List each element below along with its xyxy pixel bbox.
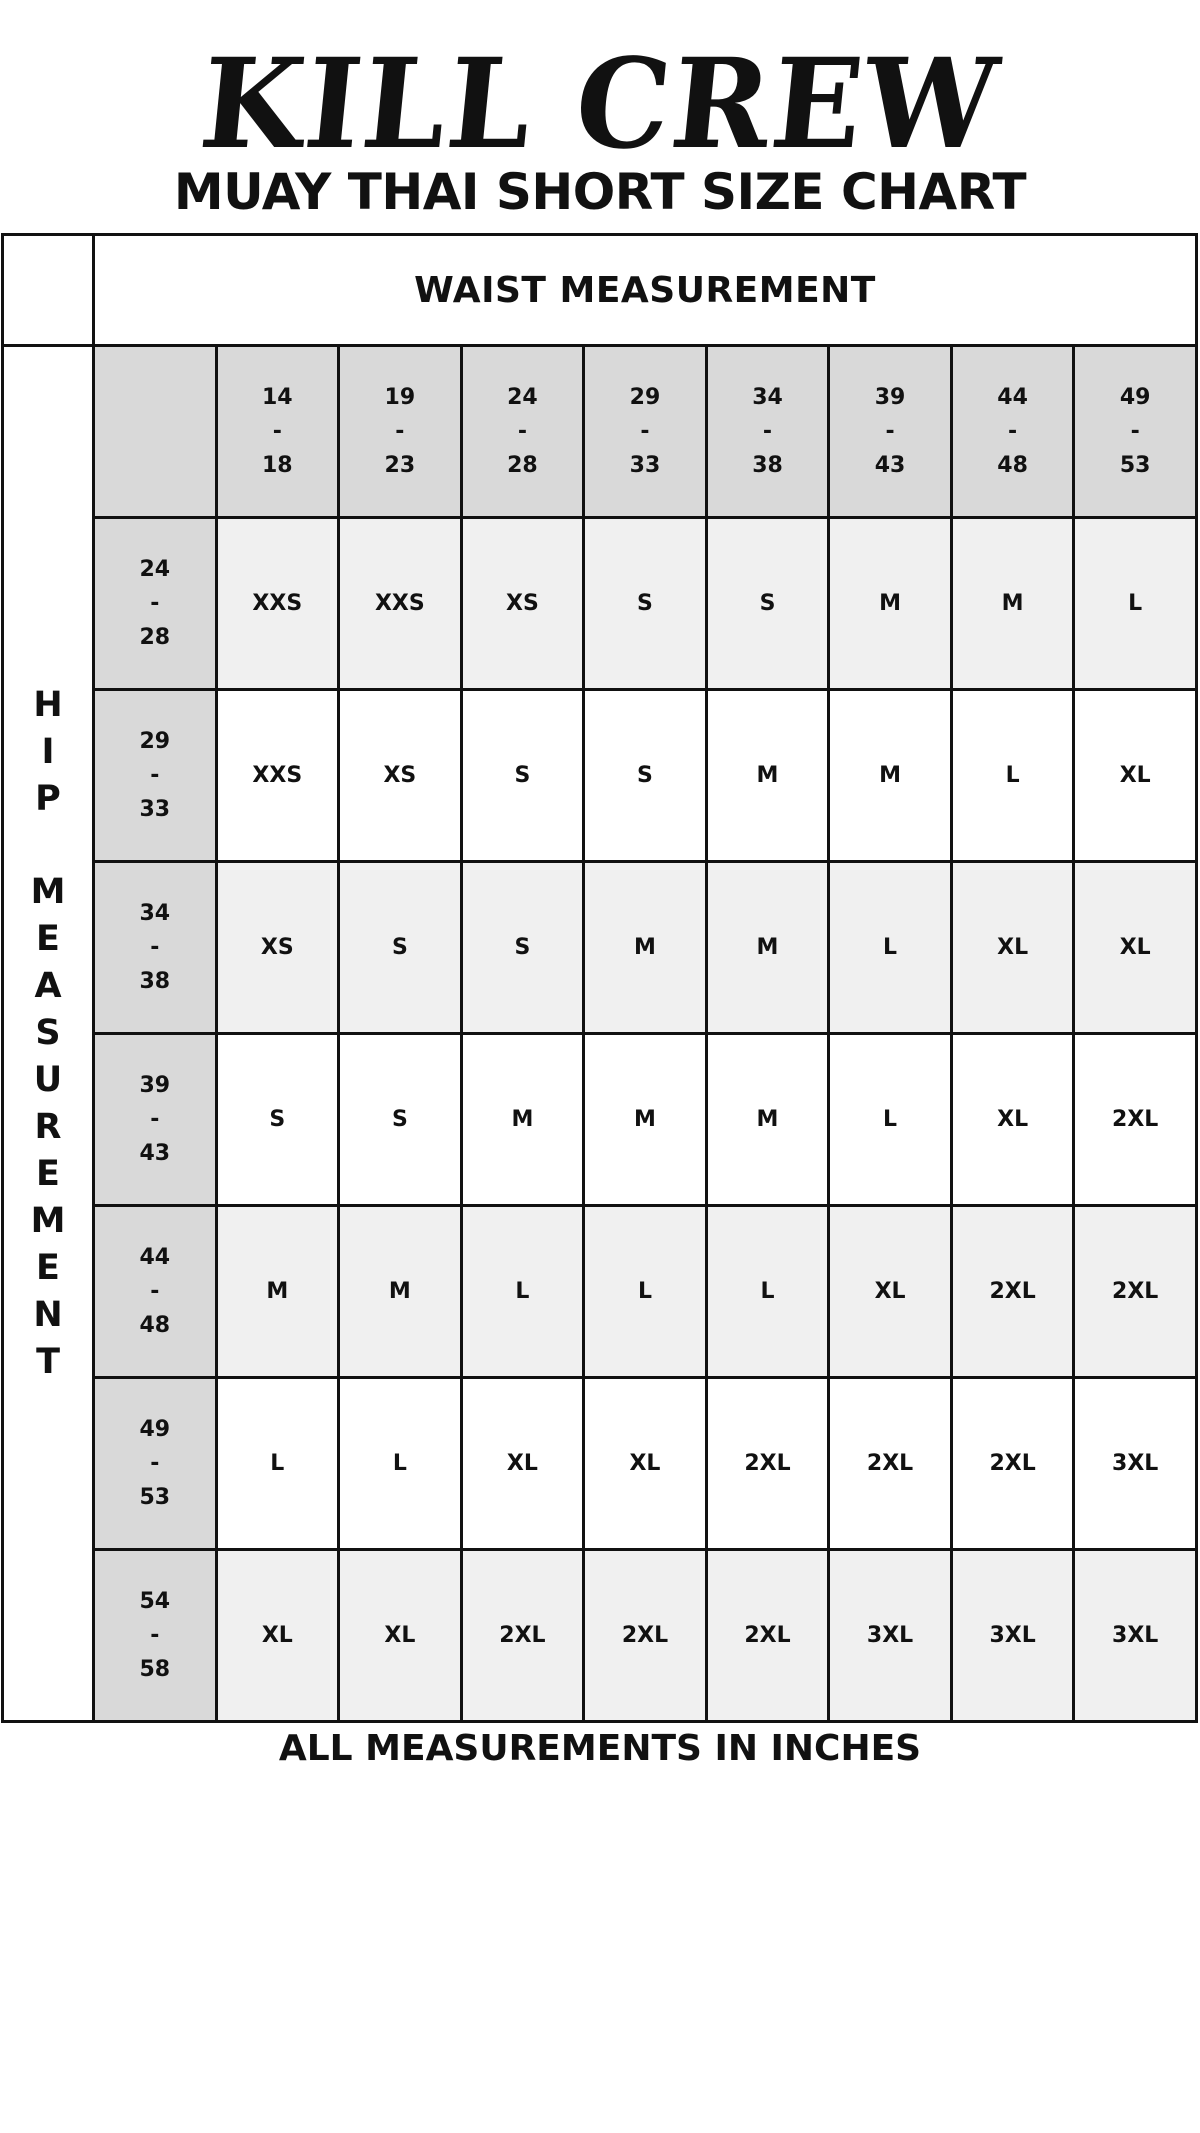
hip-range-header bbox=[94, 518, 217, 690]
hip-range-29-33 bbox=[139, 725, 170, 827]
range-high: 48 bbox=[997, 452, 1028, 478]
waist-range-29-33 bbox=[630, 381, 661, 483]
size-row bbox=[3, 1550, 1197, 1722]
range-high: 33 bbox=[629, 452, 661, 478]
waist-range-header bbox=[829, 346, 952, 518]
range-high: 53 bbox=[139, 1484, 171, 1510]
range-separator: - bbox=[885, 418, 895, 444]
size-cell: 2XL bbox=[706, 1550, 829, 1722]
range-separator: - bbox=[272, 418, 282, 444]
size-cell: L bbox=[951, 690, 1074, 862]
hip-range-header bbox=[94, 1034, 217, 1206]
size-cell: S bbox=[216, 1034, 339, 1206]
range-separator: - bbox=[762, 418, 773, 444]
size-cell: S bbox=[461, 690, 584, 862]
range-low: 54 bbox=[139, 1588, 171, 1614]
size-cell: L bbox=[584, 1206, 707, 1378]
range-separator: - bbox=[150, 762, 160, 788]
size-cell: XL bbox=[461, 1378, 584, 1550]
range-high: 23 bbox=[384, 452, 416, 478]
size-cell: 2XL bbox=[1074, 1206, 1197, 1378]
size-cell: XXS bbox=[216, 518, 339, 690]
size-row bbox=[3, 518, 1197, 690]
size-cell: L bbox=[461, 1206, 584, 1378]
hip-range-header bbox=[94, 1378, 217, 1550]
size-cell: M bbox=[706, 862, 829, 1034]
size-cell: M bbox=[829, 518, 952, 690]
hip-measurement-text: H I P M E A S U R E M E N T bbox=[30, 684, 66, 1382]
size-cell: 2XL bbox=[461, 1550, 584, 1722]
size-cell: M bbox=[461, 1034, 584, 1206]
size-cell: S bbox=[584, 518, 707, 690]
range-low: 49 bbox=[139, 1416, 171, 1442]
size-cell: 3XL bbox=[1074, 1550, 1197, 1722]
size-row bbox=[3, 1206, 1197, 1378]
range-separator: - bbox=[1130, 418, 1140, 444]
range-low: 14 bbox=[262, 384, 293, 410]
hip-range-39-43 bbox=[139, 1069, 170, 1171]
range-high: 38 bbox=[752, 452, 783, 478]
size-cell: XL bbox=[584, 1378, 707, 1550]
range-high: 48 bbox=[139, 1312, 171, 1338]
size-cell: L bbox=[216, 1378, 339, 1550]
size-cell: XL bbox=[339, 1550, 462, 1722]
waist-range-14-18 bbox=[262, 381, 293, 483]
size-cell: L bbox=[339, 1378, 462, 1550]
size-cell: M bbox=[584, 862, 707, 1034]
hip-range-34-38 bbox=[139, 897, 170, 999]
range-low: 39 bbox=[874, 384, 906, 410]
range-high: 53 bbox=[1119, 452, 1151, 478]
range-high: 33 bbox=[139, 796, 171, 822]
size-cell: 3XL bbox=[951, 1550, 1074, 1722]
range-separator: - bbox=[150, 934, 160, 960]
size-cell: S bbox=[461, 862, 584, 1034]
hip-range-49-53 bbox=[139, 1413, 170, 1515]
waist-range-24-28 bbox=[507, 381, 538, 483]
size-cell: 2XL bbox=[584, 1550, 707, 1722]
range-separator: - bbox=[150, 590, 160, 616]
size-cell: 2XL bbox=[951, 1206, 1074, 1378]
size-cell: L bbox=[1074, 518, 1197, 690]
size-cell: XXS bbox=[339, 518, 462, 690]
range-low: 24 bbox=[507, 384, 538, 410]
waist-title-row bbox=[3, 235, 1197, 346]
size-cell: L bbox=[829, 862, 952, 1034]
range-high: 28 bbox=[507, 452, 538, 478]
hip-range-header bbox=[94, 1206, 217, 1378]
blank-header-cell bbox=[94, 346, 217, 518]
size-cell: 2XL bbox=[706, 1378, 829, 1550]
range-separator: - bbox=[150, 1278, 160, 1304]
size-cell: 2XL bbox=[1074, 1034, 1197, 1206]
range-high: 38 bbox=[139, 968, 171, 994]
range-separator: - bbox=[640, 418, 650, 444]
range-high: 28 bbox=[139, 624, 171, 650]
size-cell: XL bbox=[1074, 862, 1197, 1034]
waist-measurement-label: WAIST MEASUREMENT bbox=[94, 235, 1197, 346]
range-high: 18 bbox=[262, 452, 293, 478]
size-cell: M bbox=[829, 690, 952, 862]
size-row bbox=[3, 690, 1197, 862]
size-cell: M bbox=[951, 518, 1074, 690]
size-cell: XL bbox=[1074, 690, 1197, 862]
range-low: 49 bbox=[1119, 384, 1151, 410]
size-cell: XL bbox=[216, 1550, 339, 1722]
size-cell: M bbox=[706, 1034, 829, 1206]
hip-range-44-48 bbox=[139, 1241, 170, 1343]
waist-range-39-43 bbox=[875, 381, 906, 483]
waist-range-34-38 bbox=[752, 381, 783, 483]
range-separator: - bbox=[150, 1622, 160, 1648]
size-cell: L bbox=[829, 1034, 952, 1206]
page-title: MUAY THAI SHORT SIZE CHART bbox=[173, 163, 1027, 221]
waist-header-row bbox=[3, 346, 1197, 518]
size-cell: XS bbox=[461, 518, 584, 690]
range-low: 19 bbox=[384, 384, 416, 410]
range-low: 29 bbox=[139, 728, 171, 754]
size-cell: 2XL bbox=[829, 1378, 952, 1550]
units-note: ALL MEASUREMENTS IN INCHES bbox=[278, 1728, 922, 1769]
range-low: 44 bbox=[997, 384, 1028, 410]
size-cell: L bbox=[706, 1206, 829, 1378]
waist-range-19-23 bbox=[385, 381, 416, 483]
range-low: 34 bbox=[752, 384, 783, 410]
hip-range-54-58 bbox=[139, 1585, 170, 1687]
size-cell: 2XL bbox=[951, 1378, 1074, 1550]
size-cell: M bbox=[339, 1206, 462, 1378]
size-cell: S bbox=[339, 862, 462, 1034]
range-separator: - bbox=[150, 1106, 160, 1132]
size-row bbox=[3, 1034, 1197, 1206]
size-cell: M bbox=[584, 1034, 707, 1206]
waist-range-49-53 bbox=[1120, 381, 1151, 483]
waist-range-header bbox=[216, 346, 339, 518]
waist-range-header bbox=[951, 346, 1074, 518]
size-row bbox=[3, 1378, 1197, 1550]
waist-range-44-48 bbox=[997, 381, 1028, 483]
range-separator: - bbox=[395, 418, 405, 444]
range-low: 44 bbox=[139, 1244, 171, 1270]
waist-range-header bbox=[706, 346, 829, 518]
size-cell: 3XL bbox=[829, 1550, 952, 1722]
range-low: 29 bbox=[629, 384, 661, 410]
waist-range-header bbox=[1074, 346, 1197, 518]
range-separator: - bbox=[517, 418, 527, 444]
size-cell: XXS bbox=[216, 690, 339, 862]
hip-range-header bbox=[94, 690, 217, 862]
range-high: 43 bbox=[139, 1140, 171, 1166]
brand-logo: KILL CREW bbox=[194, 30, 1006, 177]
size-cell: XS bbox=[339, 690, 462, 862]
range-high: 58 bbox=[139, 1656, 171, 1682]
size-cell: XL bbox=[829, 1206, 952, 1378]
size-cell: M bbox=[216, 1206, 339, 1378]
range-low: 24 bbox=[139, 556, 171, 582]
range-high: 43 bbox=[874, 452, 906, 478]
size-chart-table bbox=[1, 233, 1198, 1723]
size-cell: S bbox=[584, 690, 707, 862]
size-cell: XL bbox=[951, 1034, 1074, 1206]
size-cell: M bbox=[706, 690, 829, 862]
waist-range-header bbox=[461, 346, 584, 518]
waist-range-header bbox=[584, 346, 707, 518]
size-row bbox=[3, 862, 1197, 1034]
range-low: 34 bbox=[139, 900, 171, 926]
size-cell: 3XL bbox=[1074, 1378, 1197, 1550]
size-cell: S bbox=[339, 1034, 462, 1206]
corner-cell bbox=[3, 235, 94, 346]
hip-range-header bbox=[94, 1550, 217, 1722]
size-cell: XL bbox=[951, 862, 1074, 1034]
range-separator: - bbox=[1008, 418, 1018, 444]
hip-range-header bbox=[94, 862, 217, 1034]
size-cell: S bbox=[706, 518, 829, 690]
range-separator: - bbox=[150, 1450, 160, 1476]
size-cell: XS bbox=[216, 862, 339, 1034]
waist-range-header bbox=[339, 346, 462, 518]
hip-range-24-28 bbox=[139, 553, 170, 655]
hip-measurement-label bbox=[3, 346, 94, 1722]
range-low: 39 bbox=[139, 1072, 171, 1098]
